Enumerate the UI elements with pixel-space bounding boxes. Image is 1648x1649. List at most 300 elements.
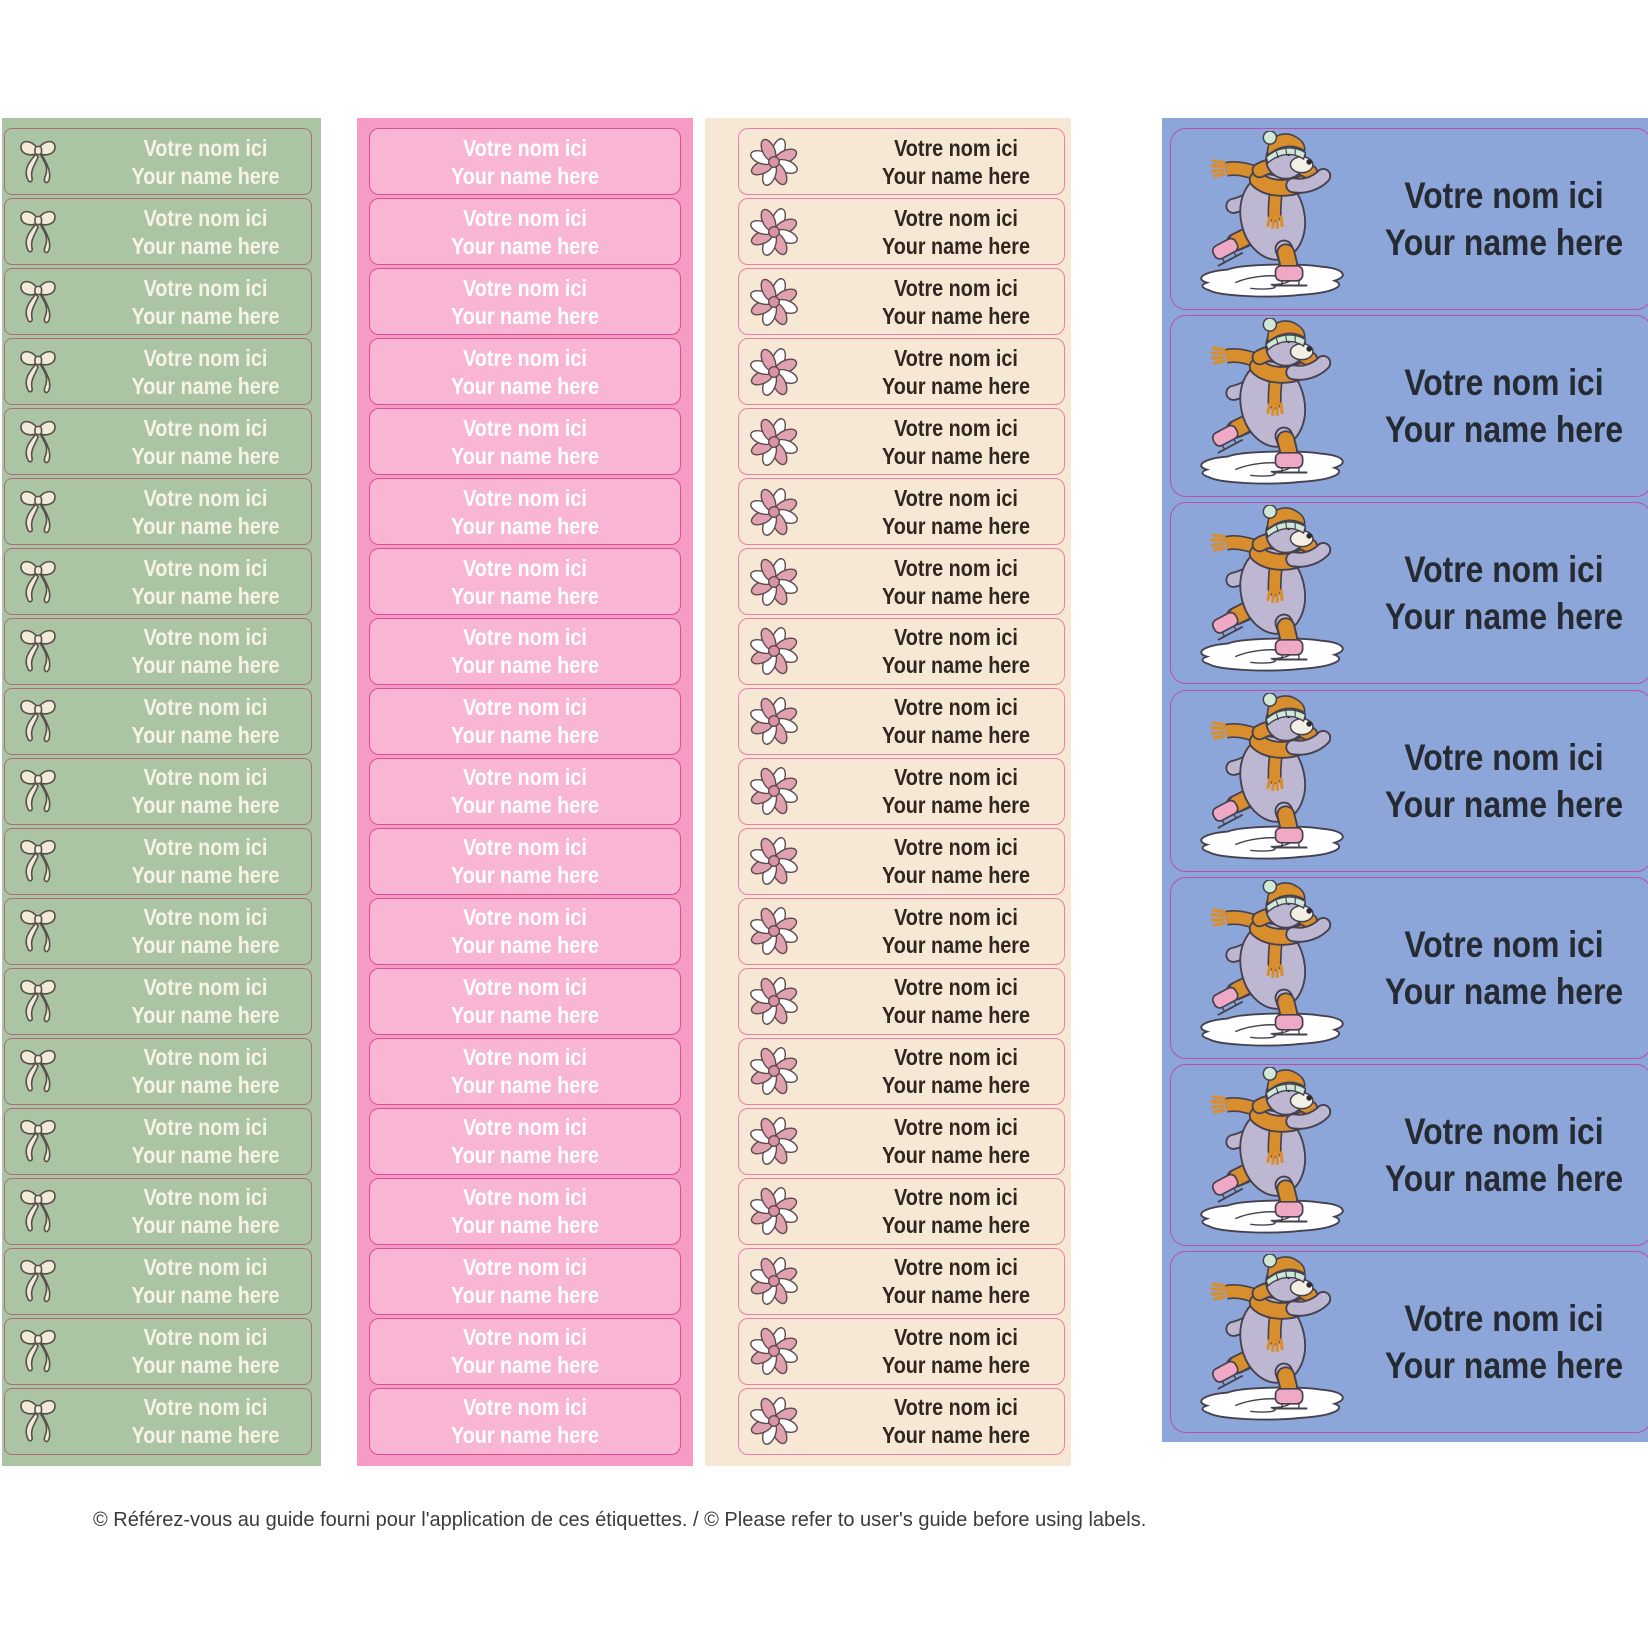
label-name-placeholder-text [863,693,1049,749]
label-line-fr: Votre nom ici [894,274,1018,301]
label-name-placeholder-text [392,623,659,679]
pinwheel-flower-icon [748,975,800,1027]
label-name-placeholder-text [392,833,659,889]
label-line-en: Your name here [131,372,280,399]
label-line-en: Your name here [881,512,1031,539]
label-line-en: Your name here [881,1142,1031,1169]
label-line-en: Your name here [881,862,1031,889]
label-line-en: Your name here [450,862,600,889]
label-line-en: Your name here [450,442,600,469]
pink-label-row [369,1038,681,1105]
label-name-placeholder-text [115,833,296,889]
ribbon-bow-icon [16,343,60,401]
label-line-fr: Votre nom ici [143,1184,268,1211]
label-name-placeholder-text [115,134,296,190]
pinwheel-flower-icon [748,206,800,258]
label-line-fr: Votre nom ici [463,764,587,791]
cream-label-row [738,618,1065,685]
label-name-placeholder-text [863,1323,1049,1379]
pinwheel-flower-icon [748,1045,800,1097]
label-line-fr: Votre nom ici [463,1044,587,1071]
cream-label-row [738,968,1065,1035]
label-line-en: Your name here [131,792,280,819]
label-line-fr: Votre nom ici [143,1114,268,1141]
label-line-fr: Votre nom ici [463,554,587,581]
label-line-fr: Votre nom ici [463,1114,587,1141]
ribbon-bow-icon [16,1322,60,1380]
label-line-fr: Votre nom ici [463,414,587,441]
green-label-row [4,478,312,545]
label-name-placeholder-text [863,1113,1049,1169]
pinwheel-flower-icon [748,346,800,398]
label-line-en: Your name here [1384,1345,1624,1387]
ribbon-bow-icon [16,553,60,611]
label-name-placeholder-text [392,484,659,540]
green-label-row [4,408,312,475]
label-name-placeholder-text [863,554,1049,610]
green-label-row [4,1038,312,1105]
label-sheet-column-pink [357,118,693,1466]
skating-bear-icon [1179,318,1357,494]
label-line-en: Your name here [450,302,600,329]
label-name-placeholder-text [115,274,296,330]
cream-label-row [738,898,1065,965]
label-name-placeholder-text [1378,734,1631,828]
pinwheel-flower-icon [748,1185,800,1237]
label-line-fr: Votre nom ici [143,694,268,721]
green-label-row [4,618,312,685]
label-name-placeholder-text [392,274,659,330]
label-line-en: Your name here [881,1352,1031,1379]
label-name-placeholder-text [392,903,659,959]
label-line-en: Your name here [131,1212,280,1239]
ribbon-bow-icon [16,203,60,261]
label-name-placeholder-text [863,344,1049,400]
green-label-row [4,198,312,265]
label-line-fr: Votre nom ici [463,274,587,301]
green-label-row [4,268,312,335]
label-name-placeholder-text [392,693,659,749]
label-line-fr: Votre nom ici [143,1394,268,1421]
label-line-en: Your name here [131,512,280,539]
blue-label-row [1170,877,1648,1059]
label-name-placeholder-text [115,344,296,400]
label-line-en: Your name here [881,722,1031,749]
ribbon-bow-icon [16,1252,60,1310]
cream-label-row [738,1388,1065,1455]
label-line-fr: Votre nom ici [463,694,587,721]
label-line-fr: Votre nom ici [894,134,1018,161]
cream-label-row [738,478,1065,545]
cream-label-row [738,1318,1065,1385]
label-line-fr: Votre nom ici [143,204,268,231]
pink-label-row [369,1178,681,1245]
pink-label-row [369,618,681,685]
label-name-placeholder-text [392,204,659,260]
label-line-en: Your name here [1384,222,1624,263]
pink-label-row [369,408,681,475]
label-line-en: Your name here [131,302,280,329]
green-label-row [4,128,312,195]
blue-label-row [1170,315,1648,497]
label-line-fr: Votre nom ici [463,904,587,931]
label-line-en: Your name here [450,1072,600,1099]
label-name-placeholder-text [863,1253,1049,1309]
label-line-fr: Votre nom ici [894,1394,1018,1421]
pink-label-row [369,898,681,965]
pinwheel-flower-icon [748,416,800,468]
label-line-fr: Votre nom ici [894,1254,1018,1281]
label-name-placeholder-text [392,1183,659,1239]
green-label-row [4,1388,312,1455]
label-name-placeholder-text [1378,546,1631,640]
label-line-fr: Votre nom ici [1404,923,1604,965]
label-line-fr: Votre nom ici [1404,1298,1604,1340]
skating-bear-icon [1179,505,1357,681]
pinwheel-flower-icon [748,765,800,817]
label-line-en: Your name here [131,1142,280,1169]
label-name-placeholder-text [115,1393,296,1449]
label-name-placeholder-text [863,903,1049,959]
label-name-placeholder-text [115,903,296,959]
label-line-fr: Votre nom ici [143,274,268,301]
label-line-fr: Votre nom ici [1404,362,1604,404]
label-line-fr: Votre nom ici [1404,736,1604,778]
label-line-en: Your name here [131,722,280,749]
pink-label-row [369,548,681,615]
label-line-fr: Votre nom ici [463,624,587,651]
label-line-fr: Votre nom ici [1404,549,1604,591]
label-name-placeholder-text [115,1113,296,1169]
label-name-placeholder-text [392,763,659,819]
label-line-en: Your name here [450,1282,600,1309]
label-line-en: Your name here [450,1142,600,1169]
label-name-placeholder-text [392,1393,659,1449]
label-line-en: Your name here [881,932,1031,959]
pinwheel-flower-icon [748,1395,800,1447]
cream-label-row [738,338,1065,405]
pink-label-row [369,758,681,825]
green-label-row [4,1318,312,1385]
label-line-en: Your name here [881,232,1031,259]
label-line-en: Your name here [450,162,600,189]
label-line-fr: Votre nom ici [143,414,268,441]
ribbon-bow-icon [16,1392,60,1450]
green-label-row [4,968,312,1035]
label-line-fr: Votre nom ici [143,1254,268,1281]
label-name-placeholder-text [115,623,296,679]
cream-label-row [738,128,1065,195]
cream-label-row [738,1108,1065,1175]
ribbon-bow-icon [16,622,60,680]
label-line-en: Your name here [1384,596,1624,638]
label-line-fr: Votre nom ici [143,484,268,511]
label-line-en: Your name here [131,1002,280,1029]
blue-label-row [1170,690,1648,872]
label-line-en: Your name here [131,1422,280,1449]
label-line-en: Your name here [881,302,1031,329]
ribbon-bow-icon [16,692,60,750]
green-label-row [4,1248,312,1315]
pinwheel-flower-icon [748,835,800,887]
label-line-en: Your name here [881,1002,1031,1029]
skating-bear-icon [1179,880,1357,1056]
blue-label-row [1170,1064,1648,1246]
label-sheet-column-cream [705,118,1071,1466]
skating-bear-icon [1179,1254,1357,1430]
pinwheel-flower-icon [748,276,800,328]
label-name-placeholder-text [115,414,296,470]
label-line-en: Your name here [450,512,600,539]
label-line-fr: Votre nom ici [463,1394,587,1421]
label-line-en: Your name here [450,372,600,399]
label-line-en: Your name here [881,442,1031,469]
skating-bear-icon [1179,1067,1357,1243]
label-line-fr: Votre nom ici [463,1324,587,1351]
label-name-placeholder-text [115,1323,296,1379]
label-line-en: Your name here [1384,970,1624,1012]
label-line-en: Your name here [881,652,1031,679]
pink-label-row [369,268,681,335]
blue-label-row [1170,1251,1648,1433]
label-line-fr: Votre nom ici [894,554,1018,581]
label-line-en: Your name here [450,792,600,819]
label-line-fr: Votre nom ici [463,134,587,161]
label-name-placeholder-text [392,554,659,610]
green-label-row [4,898,312,965]
label-line-fr: Votre nom ici [143,974,268,1001]
label-line-en: Your name here [131,652,280,679]
label-name-placeholder-text [392,973,659,1029]
label-line-fr: Votre nom ici [894,1184,1018,1211]
label-line-en: Your name here [450,652,600,679]
label-name-placeholder-text [115,1183,296,1239]
cream-label-row [738,1248,1065,1315]
pink-label-row [369,968,681,1035]
label-line-en: Your name here [881,1072,1031,1099]
label-name-placeholder-text [392,344,659,400]
ribbon-bow-icon [16,902,60,960]
ribbon-bow-icon [16,133,60,191]
label-line-en: Your name here [881,1212,1031,1239]
label-name-placeholder-text [863,1183,1049,1239]
green-label-row [4,688,312,755]
label-line-fr: Votre nom ici [143,1324,268,1351]
label-line-en: Your name here [131,232,280,259]
label-line-fr: Votre nom ici [894,974,1018,1001]
label-line-fr: Votre nom ici [894,1114,1018,1141]
label-line-fr: Votre nom ici [143,1044,268,1071]
label-name-placeholder-text [1378,359,1631,453]
label-name-placeholder-text [392,1113,659,1169]
pink-label-row [369,688,681,755]
label-line-en: Your name here [1384,1157,1624,1199]
usage-note: © Référez-vous au guide fourni pour l'application de ces étiquettes. / © Please refer to user's guide before using labels. [93,1509,1147,1531]
ribbon-bow-icon [16,1182,60,1240]
label-line-fr: Votre nom ici [894,484,1018,511]
label-line-fr: Votre nom ici [143,344,268,371]
label-name-placeholder-text [392,134,659,190]
label-name-placeholder-text [392,414,659,470]
label-name-placeholder-text [392,1253,659,1309]
skating-bear-icon [1179,693,1357,869]
label-line-en: Your name here [1384,409,1624,451]
label-name-placeholder-text [115,763,296,819]
label-line-fr: Votre nom ici [894,1324,1018,1351]
pink-label-row [369,338,681,405]
green-label-row [4,758,312,825]
label-line-fr: Votre nom ici [143,764,268,791]
blue-label-row [1170,128,1648,310]
pinwheel-flower-icon [748,695,800,747]
pinwheel-flower-icon [748,1325,800,1377]
label-line-en: Your name here [450,582,600,609]
label-line-en: Your name here [131,1352,280,1379]
label-line-en: Your name here [131,862,280,889]
label-line-fr: Votre nom ici [143,904,268,931]
label-line-en: Your name here [450,722,600,749]
label-line-en: Your name here [450,1002,600,1029]
skating-bear-icon [1179,131,1357,307]
cream-label-row [738,688,1065,755]
pink-label-row [369,478,681,545]
label-name-placeholder-text [863,833,1049,889]
pink-label-row [369,828,681,895]
label-line-en: Your name here [131,932,280,959]
pinwheel-flower-icon [748,905,800,957]
blue-label-row [1170,502,1648,684]
pink-label-row [369,1108,681,1175]
label-line-fr: Votre nom ici [143,834,268,861]
label-line-fr: Votre nom ici [894,344,1018,371]
green-label-row [4,1108,312,1175]
label-line-en: Your name here [131,162,280,189]
label-sheet-column-green [2,118,321,1466]
label-line-en: Your name here [881,372,1031,399]
label-line-fr: Votre nom ici [143,134,268,161]
label-line-en: Your name here [131,582,280,609]
pinwheel-flower-icon [748,556,800,608]
label-name-placeholder-text [392,1323,659,1379]
label-name-placeholder-text [1378,1108,1631,1202]
label-name-placeholder-text [863,1043,1049,1099]
label-line-fr: Votre nom ici [143,624,268,651]
label-line-en: Your name here [450,232,600,259]
label-line-fr: Votre nom ici [894,624,1018,651]
ribbon-bow-icon [16,1112,60,1170]
pinwheel-flower-icon [748,486,800,538]
label-line-fr: Votre nom ici [894,904,1018,931]
label-line-fr: Votre nom ici [894,204,1018,231]
pink-label-row [369,198,681,265]
label-name-placeholder-text [115,1253,296,1309]
pinwheel-flower-icon [748,1115,800,1167]
label-name-placeholder-text [1378,172,1631,266]
label-name-placeholder-text [1378,1295,1631,1389]
label-name-placeholder-text [863,623,1049,679]
label-line-fr: Votre nom ici [463,204,587,231]
label-line-fr: Votre nom ici [143,554,268,581]
label-line-fr: Votre nom ici [894,764,1018,791]
ribbon-bow-icon [16,762,60,820]
label-line-en: Your name here [131,1072,280,1099]
cream-label-row [738,1038,1065,1105]
pinwheel-flower-icon [748,625,800,677]
ribbon-bow-icon [16,832,60,890]
label-line-en: Your name here [881,1282,1031,1309]
cream-label-row [738,758,1065,825]
label-line-en: Your name here [881,582,1031,609]
label-name-placeholder-text [1378,921,1631,1015]
cream-label-row [738,198,1065,265]
label-name-placeholder-text [115,1043,296,1099]
label-line-fr: Votre nom ici [1404,175,1604,216]
label-line-fr: Votre nom ici [1404,1110,1604,1152]
label-name-placeholder-text [115,484,296,540]
label-name-placeholder-text [863,484,1049,540]
cream-label-row [738,268,1065,335]
label-name-placeholder-text [392,1043,659,1099]
label-name-placeholder-text [863,1393,1049,1449]
label-name-placeholder-text [863,134,1049,190]
label-name-placeholder-text [115,204,296,260]
cream-label-row [738,1178,1065,1245]
label-line-fr: Votre nom ici [894,694,1018,721]
pink-label-row [369,128,681,195]
cream-label-row [738,408,1065,475]
ribbon-bow-icon [16,483,60,541]
label-line-en: Your name here [450,1352,600,1379]
label-name-placeholder-text [115,973,296,1029]
label-name-placeholder-text [863,274,1049,330]
label-name-placeholder-text [115,554,296,610]
label-line-en: Your name here [131,442,280,469]
pinwheel-flower-icon [748,1255,800,1307]
green-label-row [4,548,312,615]
label-line-fr: Votre nom ici [463,344,587,371]
pink-label-row [369,1248,681,1315]
label-line-fr: Votre nom ici [463,834,587,861]
label-line-en: Your name here [1384,783,1624,825]
label-line-en: Your name here [450,1212,600,1239]
label-line-fr: Votre nom ici [463,484,587,511]
ribbon-bow-icon [16,972,60,1030]
label-line-en: Your name here [881,1422,1031,1449]
green-label-row [4,338,312,405]
label-name-placeholder-text [863,204,1049,260]
green-label-row [4,1178,312,1245]
ribbon-bow-icon [16,273,60,331]
label-name-placeholder-text [863,763,1049,819]
label-line-fr: Votre nom ici [894,414,1018,441]
label-name-placeholder-text [115,693,296,749]
label-line-en: Your name here [450,1422,600,1449]
label-line-en: Your name here [131,1282,280,1309]
label-line-fr: Votre nom ici [894,834,1018,861]
label-line-en: Your name here [881,792,1031,819]
label-line-en: Your name here [450,932,600,959]
green-label-row [4,828,312,895]
pink-label-row [369,1318,681,1385]
cream-label-row [738,548,1065,615]
label-sheet-column-blue [1162,118,1648,1442]
label-line-fr: Votre nom ici [894,1044,1018,1071]
ribbon-bow-icon [16,1042,60,1100]
label-name-placeholder-text [863,973,1049,1029]
label-line-fr: Votre nom ici [463,1184,587,1211]
label-line-fr: Votre nom ici [463,1254,587,1281]
label-line-fr: Votre nom ici [463,974,587,1001]
